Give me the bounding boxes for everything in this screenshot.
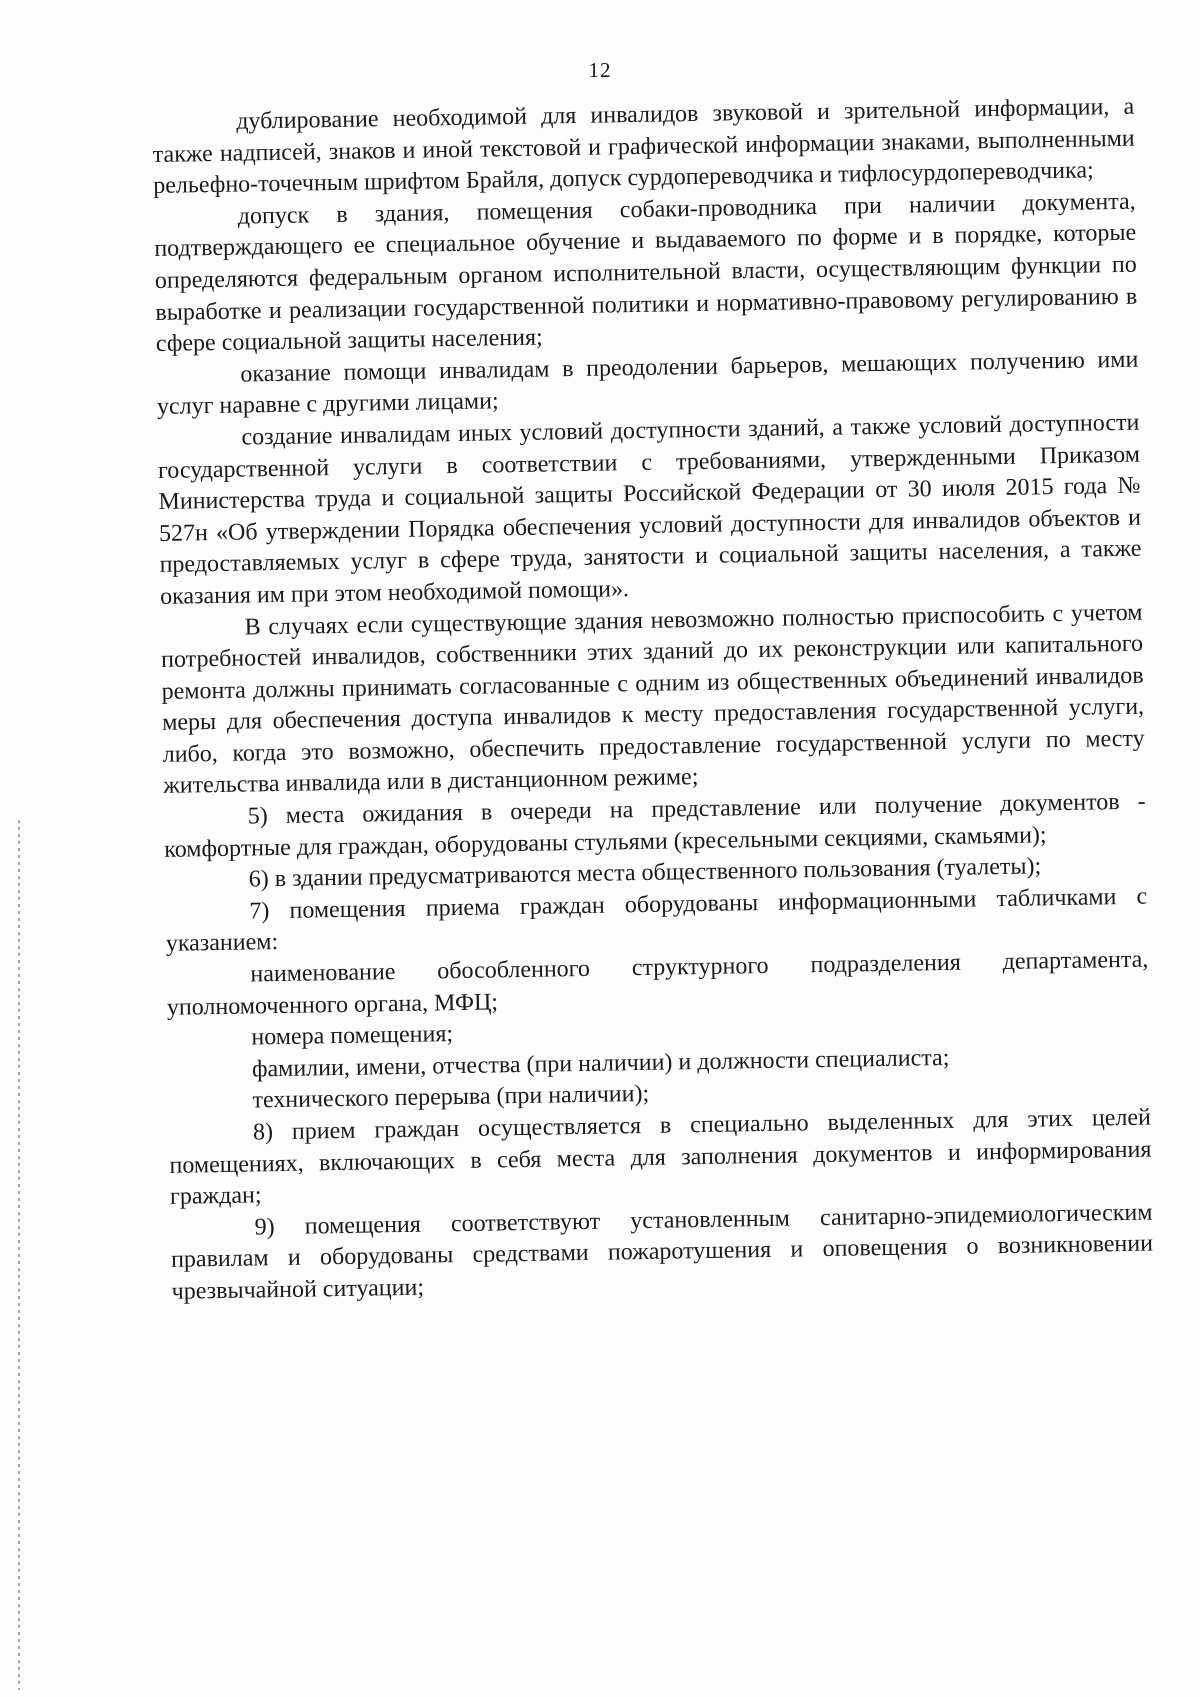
paragraph-guide-dog-access: допуск в здания, помещения собаки-проводника при наличии документа, подтверждающего ее специальное обучение и выдаваемого по форме и в порядке, которые определяются федеральным органом исполнительной власти, осуществляющим функции по выработке и реализации государственной политики и нормативно-правовому регулированию в сфере социальной защиты населения; (154, 188, 1138, 358)
paragraph-item-5-waiting-areas: 5) места ожидания в очереди на представление или получение документов - комфортные для граждан, оборудованы стульями (кресельными секциями, скамьями); (164, 788, 1146, 863)
paragraph-plate-subdivision-name: наименование обособленного структурного подразделения департамента, уполномоченного органа, МФЦ; (166, 946, 1149, 1021)
paragraph-barrier-assistance: оказание помощи инвалидам в преодолении барьеров, мешающих получению ими услуг наравне с другими лицами; (156, 346, 1139, 421)
paragraph-plate-break-time: технического перерыва (при наличии); (252, 1081, 650, 1114)
paragraph-item-6-public-facilities: 6) в здании предусматриваются места общественного пользования (туалеты); (248, 853, 1042, 893)
paragraph-item-7-info-plates: 7) помещения приема граждан оборудованы информационными табличками с указанием: (165, 883, 1148, 958)
paragraph-plate-room-numbers: номера помещения; (251, 1021, 454, 1051)
document-body (152, 92, 1154, 1309)
paragraph-braille-duplication: дублирование необходимой для инвалидов звуковой и зрительной информации, а также надписей, знаков и иной текстовой и графической информации знаками, выполненными рельефно-точечным шрифтом Брайля, допуск сурдопереводчика и тифлосурдопереводчика; (152, 93, 1135, 200)
paragraph-item-9-sanitary-rules: 9) помещения соответствуют установленным санитарно-эпидемиологическим правилам и оборудованы средствами пожаротушения и оповещения о возникновении чрезвычайной ситуации; (170, 1199, 1154, 1305)
page-number: 12 (588, 58, 612, 82)
paragraph-plate-specialist-name: фамилии, имени, отчества (при наличии) и должности специалиста; (251, 1044, 950, 1083)
paragraph-existing-buildings: В случаях если существующие здания невозможно полностью приспособить с учетом потребностей инвалидов, собственники этих зданий до их реконструкции или капитального ремонта должны принимать согласованные с одним из общественных объединений инвалидов меры для обеспечения доступа инвалидов к месту предоставления государственной услуги, либо, когда это возможно, обеспечить предоставление государственной услуги по месту жительства инвалида или в дистанционном режиме; (160, 599, 1145, 800)
paragraph-accessibility-conditions: создание инвалидам иных условий доступности зданий, а также условий доступности государственной услуги в соответствии с требованиями, утвержденными Приказом Министерства труда и социальной защиты Российской Федерации от 30 июля 2015 года № 527н «Об утверждении Порядка обеспечения условий доступности для инвалидов объектов и предоставляемых услуг в сфере труда, занятости и социальной защиты населения, а также оказания им при этом необходимой помощи». (157, 409, 1142, 610)
scan-edge-artifact (18, 820, 20, 1690)
paragraph-item-8-reception-rooms: 8) прием граждан осуществляется в специально выделенных для этих целей помещениях, включающих в себя места для заполнения документов и информирования граждан; (169, 1104, 1152, 1211)
